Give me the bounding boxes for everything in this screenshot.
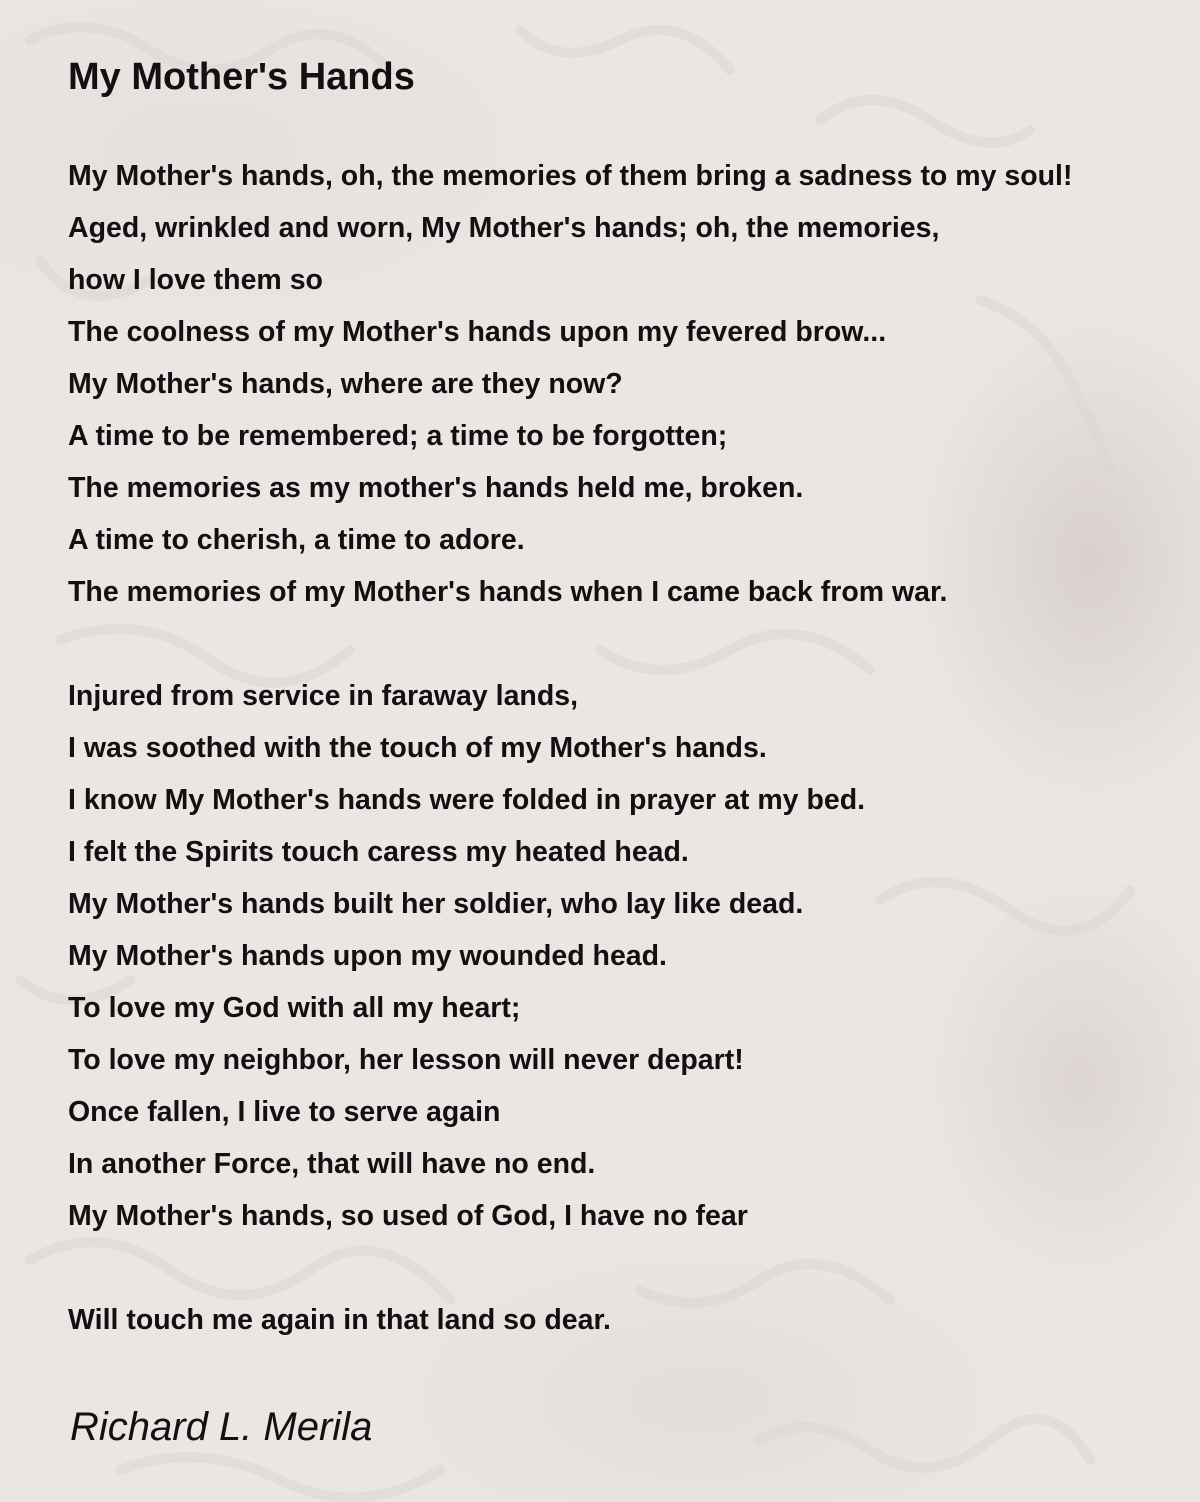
poem-line: I know My Mother's hands were folded in prayer at my bed. [68,784,866,816]
poem-line: My Mother's hands built her soldier, who lay like dead. [68,888,804,920]
poem-line: The memories as my mother's hands held me, broken. [68,472,804,504]
poem-line: A time to be remembered; a time to be forgotten; [68,420,728,452]
poem-title: My Mother's Hands [68,56,415,98]
poem-line: I felt the Spirits touch caress my heated head. [68,836,689,868]
poem-line: Will touch me again in that land so dear. [68,1304,611,1336]
poem-line: Once fallen, I live to serve again [68,1096,501,1128]
poem-line: The coolness of my Mother's hands upon my fevered brow... [68,316,887,348]
author-name: Richard L. Merila [70,1405,373,1449]
poem-line: how I love them so [68,264,323,296]
poem-line: A time to cherish, a time to adore. [68,524,525,556]
poem-line: I was soothed with the touch of my Mother's hands. [68,732,767,764]
poem-line: Aged, wrinkled and worn, My Mother's hands; oh, the memories, [68,212,940,244]
stanza [68,1294,1200,1346]
poem-line: The memories of my Mother's hands when I came back from war. [68,576,948,608]
poem-body [68,150,1200,1346]
poem-line: In another Force, that will have no end. [68,1148,596,1180]
poem-line: My Mother's hands, oh, the memories of them bring a sadness to my soul! [68,160,1073,192]
poem-line: My Mother's hands, where are they now? [68,368,623,400]
poem-line: My Mother's hands, so used of God, I have no fear [68,1200,748,1232]
poem-line: To love my God with all my heart; [68,992,521,1024]
poem-line: My Mother's hands upon my wounded head. [68,940,667,972]
stanza [68,150,1200,618]
poem-line: To love my neighbor, her lesson will never depart! [68,1044,744,1076]
stanza [68,670,1200,1242]
poem-line: Injured from service in faraway lands, [68,680,579,712]
